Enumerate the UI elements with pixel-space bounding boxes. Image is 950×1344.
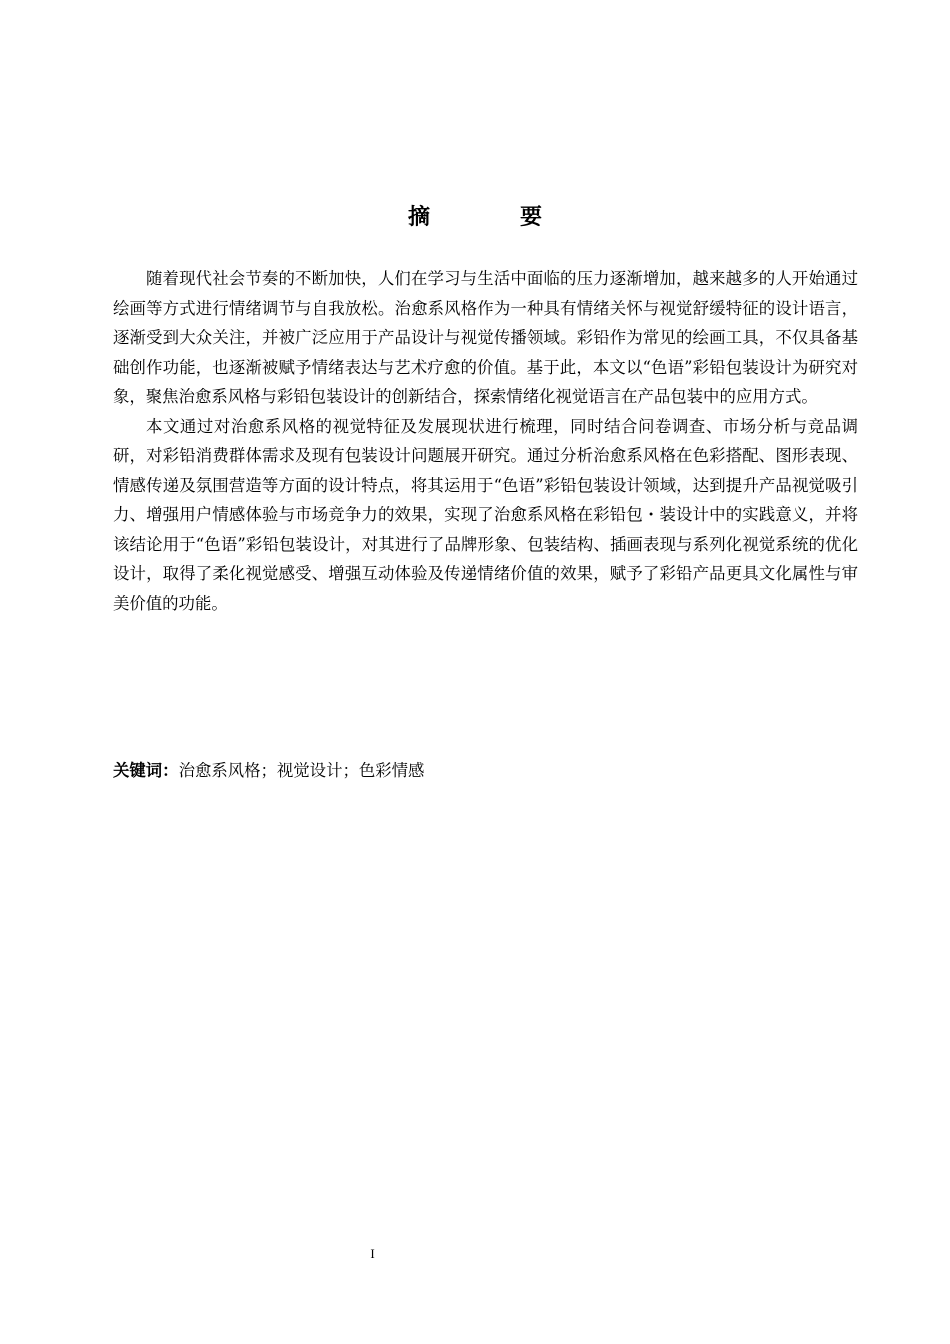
abstract-title: 摘 要: [407, 205, 576, 230]
abstract-paragraph-2: 本文通过对治愈系风格的视觉特征及发展现状进行梳理，同时结合问卷调查、市场分析与竞品调研，对彩铅消费群体需求及现有包装设计问题展开研究。通过分析治愈系风格在色彩搭配、图形表现、情感传递及氛围营造等方面的设计特点，将其运用于“色语”彩铅包装设计领域，达到提升产品视觉吸引力、增强用户情感体验与市场竞争力的效果，实现了治愈系风格在彩铅包・装设计中的实践意义，并将该结论用于“色语”彩铅包装设计，对其进行了品牌形象、包装结构、插画表现与系列化视觉系统的优化设计，取得了柔化视觉感受、增强互动体验及传递情绪价值的效果，赋予了彩铅产品更具文化属性与审美价值的功能。: [113, 416, 858, 613]
page-number: I: [370, 1246, 375, 1261]
abstract-body: [113, 264, 858, 618]
abstract-paragraph-1: 随着现代社会节奏的不断加快，人们在学习与生活中面临的压力逐渐增加，越来越多的人开始通过绘画等方式进行情绪调节与自我放松。治愈系风格作为一种具有情绪关怀与视觉舒缓特征的设计语言，逐渐受到大众关注，并被广泛应用于产品设计与视觉传播领域。彩铅作为常见的绘画工具，不仅具备基础创作功能，也逐渐被赋予情绪表达与艺术疗愈的价值。基于此，本文以“色语”彩铅包装设计为研究对象，聚焦治愈系风格与彩铅包装设计的创新结合，探索情绪化视觉语言在产品包装中的应用方式。: [113, 269, 858, 406]
keywords-label: 关键词：: [113, 761, 179, 780]
keywords-line: [113, 758, 424, 784]
keywords-text: 治愈系风格；视觉设计；色彩情感: [178, 761, 425, 780]
